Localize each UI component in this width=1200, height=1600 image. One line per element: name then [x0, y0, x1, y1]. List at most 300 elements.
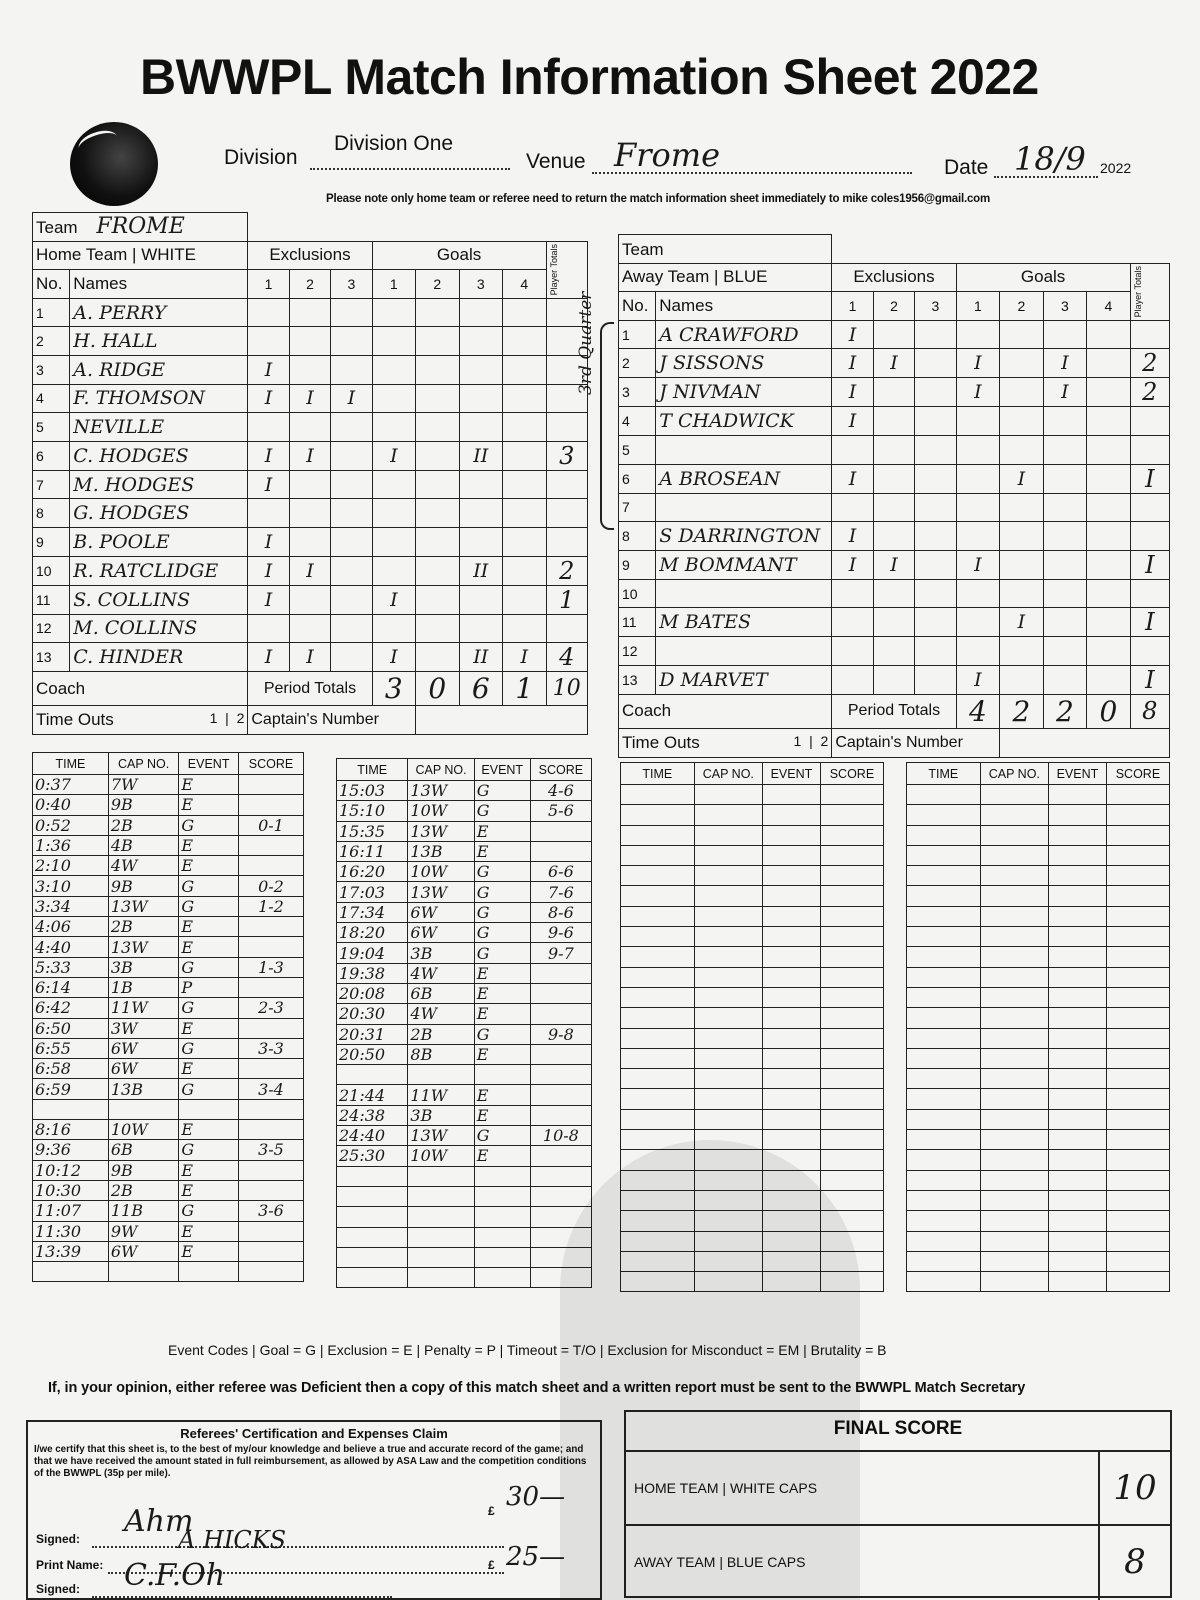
log-time[interactable]: 4:06 — [33, 917, 109, 937]
home-goal-mark[interactable] — [459, 384, 502, 413]
home-exclusion-mark[interactable] — [289, 614, 330, 643]
log-time[interactable] — [337, 1207, 408, 1227]
log-event[interactable]: G — [474, 943, 530, 963]
away-goal-mark[interactable] — [1000, 637, 1044, 666]
log-score[interactable] — [530, 1247, 591, 1267]
log-cap[interactable] — [980, 805, 1048, 825]
away-player-total[interactable] — [1130, 637, 1169, 666]
home-period-total[interactable]: 0 — [416, 672, 459, 706]
log-event[interactable]: G — [474, 862, 530, 882]
home-player-name[interactable]: B. POOLE — [70, 527, 248, 556]
log-cap[interactable]: 13W — [408, 781, 474, 801]
away-exclusion-mark[interactable] — [832, 665, 873, 694]
away-player-name[interactable] — [656, 435, 832, 464]
log-event[interactable] — [1049, 1272, 1107, 1292]
log-event[interactable] — [1049, 1130, 1107, 1150]
away-goal-mark[interactable] — [1000, 378, 1044, 407]
home-goal-mark[interactable]: I — [372, 643, 415, 672]
log-score[interactable]: 8-6 — [530, 902, 591, 922]
log-event[interactable]: G — [474, 923, 530, 943]
away-goal-mark[interactable] — [1043, 665, 1087, 694]
home-goal-mark[interactable] — [416, 470, 459, 499]
away-goal-mark[interactable] — [1000, 349, 1044, 378]
home-exclusion-mark[interactable] — [331, 355, 372, 384]
log-score[interactable] — [820, 785, 883, 805]
home-exclusion-mark[interactable] — [331, 441, 372, 470]
log-event[interactable] — [763, 967, 821, 987]
log-time[interactable]: 17:03 — [337, 882, 408, 902]
away-player-total[interactable] — [1130, 320, 1169, 349]
log-time[interactable] — [337, 1227, 408, 1247]
home-exclusion-mark[interactable] — [289, 585, 330, 614]
away-exclusion-mark[interactable] — [832, 579, 873, 608]
log-time[interactable] — [621, 785, 695, 805]
log-cap[interactable]: 13W — [408, 882, 474, 902]
log-score[interactable] — [820, 866, 883, 886]
home-exclusion-mark[interactable]: I — [248, 470, 289, 499]
home-goal-mark[interactable] — [459, 470, 502, 499]
away-goal-mark[interactable]: I — [1043, 378, 1087, 407]
home-player-name[interactable]: F. THOMSON — [70, 384, 248, 413]
away-player-name[interactable]: J SISSONS — [656, 349, 832, 378]
log-time[interactable]: 6:14 — [33, 977, 109, 997]
home-player-name[interactable]: C. HODGES — [70, 441, 248, 470]
log-cap[interactable] — [694, 805, 762, 825]
away-goal-mark[interactable] — [1087, 378, 1131, 407]
log-event[interactable]: E — [474, 1085, 530, 1105]
home-goal-mark[interactable]: I — [372, 441, 415, 470]
log-time[interactable] — [337, 1268, 408, 1288]
away-goal-mark[interactable] — [1043, 464, 1087, 493]
log-cap[interactable]: 11W — [108, 998, 178, 1018]
log-event[interactable]: G — [179, 1079, 239, 1099]
log-cap[interactable]: 13W — [408, 1126, 474, 1146]
home-player-total[interactable] — [546, 527, 587, 556]
home-captain-number[interactable] — [416, 706, 588, 735]
log-cap[interactable] — [694, 1089, 762, 1109]
log-cap[interactable]: 13B — [108, 1079, 178, 1099]
away-grand-total[interactable]: 8 — [1130, 694, 1169, 728]
home-exclusion-mark[interactable] — [289, 355, 330, 384]
home-goal-mark[interactable] — [503, 327, 546, 356]
log-event[interactable] — [763, 1048, 821, 1068]
home-player-total[interactable] — [546, 413, 587, 442]
log-time[interactable] — [907, 1190, 981, 1210]
home-exclusion-mark[interactable]: I — [248, 355, 289, 384]
log-event[interactable] — [1049, 805, 1107, 825]
log-cap[interactable]: 11B — [108, 1201, 178, 1221]
away-goal-mark[interactable] — [1043, 407, 1087, 436]
log-time[interactable] — [621, 1048, 695, 1068]
home-goal-mark[interactable] — [459, 355, 502, 384]
log-event[interactable] — [1049, 1069, 1107, 1089]
log-cap[interactable]: 2B — [408, 1024, 474, 1044]
log-time[interactable] — [621, 1170, 695, 1190]
log-cap[interactable]: 4B — [108, 835, 178, 855]
log-score[interactable] — [820, 1211, 883, 1231]
log-time[interactable] — [907, 805, 981, 825]
log-score[interactable] — [530, 1268, 591, 1288]
away-goal-mark[interactable] — [1087, 464, 1131, 493]
log-score[interactable]: 1-3 — [238, 957, 303, 977]
log-score[interactable] — [238, 1180, 303, 1200]
log-event[interactable] — [474, 1227, 530, 1247]
log-score[interactable]: 0-2 — [238, 876, 303, 896]
log-cap[interactable] — [694, 987, 762, 1007]
home-exclusion-mark[interactable] — [331, 298, 372, 327]
log-cap[interactable] — [980, 927, 1048, 947]
away-player-total[interactable]: I — [1130, 608, 1169, 637]
log-event[interactable] — [1049, 825, 1107, 845]
home-exclusion-mark[interactable]: I — [289, 556, 330, 585]
away-exclusion-mark[interactable] — [915, 608, 956, 637]
log-score[interactable] — [238, 917, 303, 937]
log-score[interactable] — [530, 841, 591, 861]
log-event[interactable] — [1049, 1211, 1107, 1231]
home-exclusion-mark[interactable] — [331, 470, 372, 499]
away-goal-mark[interactable] — [956, 522, 1000, 551]
log-cap[interactable] — [694, 1069, 762, 1089]
log-score[interactable] — [1106, 1272, 1169, 1292]
away-goal-mark[interactable] — [956, 464, 1000, 493]
log-cap[interactable] — [694, 1008, 762, 1028]
log-time[interactable] — [621, 1190, 695, 1210]
home-exclusion-mark[interactable] — [248, 413, 289, 442]
away-goal-mark[interactable] — [1087, 550, 1131, 579]
log-event[interactable]: E — [179, 856, 239, 876]
home-goal-mark[interactable]: II — [459, 643, 502, 672]
log-time[interactable]: 6:58 — [33, 1059, 109, 1079]
log-score[interactable] — [1106, 1069, 1169, 1089]
log-score[interactable] — [530, 1085, 591, 1105]
log-cap[interactable]: 11W — [408, 1085, 474, 1105]
home-goal-mark[interactable] — [416, 643, 459, 672]
home-player-name[interactable]: M. COLLINS — [70, 614, 248, 643]
log-score[interactable] — [238, 1059, 303, 1079]
log-event[interactable]: G — [474, 781, 530, 801]
home-goal-mark[interactable] — [459, 413, 502, 442]
log-cap[interactable]: 9B — [108, 876, 178, 896]
log-time[interactable]: 5:33 — [33, 957, 109, 977]
log-event[interactable] — [1049, 866, 1107, 886]
log-time[interactable]: 6:55 — [33, 1038, 109, 1058]
log-cap[interactable] — [694, 1272, 762, 1292]
away-goal-mark[interactable] — [1087, 637, 1131, 666]
home-goal-mark[interactable] — [372, 298, 415, 327]
log-cap[interactable] — [980, 845, 1048, 865]
away-exclusion-mark[interactable] — [873, 378, 914, 407]
log-score[interactable] — [820, 1130, 883, 1150]
away-player-total[interactable]: I — [1130, 464, 1169, 493]
log-time[interactable]: 3:34 — [33, 896, 109, 916]
log-time[interactable] — [907, 1069, 981, 1089]
log-score[interactable]: 9-7 — [530, 943, 591, 963]
log-event[interactable]: E — [179, 835, 239, 855]
away-exclusion-mark[interactable] — [873, 637, 914, 666]
home-exclusion-mark[interactable] — [248, 327, 289, 356]
home-exclusion-mark[interactable] — [289, 527, 330, 556]
log-event[interactable] — [1049, 1231, 1107, 1251]
log-cap[interactable]: 6B — [408, 983, 474, 1003]
log-event[interactable]: E — [179, 1120, 239, 1140]
log-score[interactable]: 3-5 — [238, 1140, 303, 1160]
log-score[interactable] — [530, 1065, 591, 1085]
log-score[interactable] — [238, 1099, 303, 1119]
log-cap[interactable]: 13W — [408, 821, 474, 841]
log-event[interactable]: E — [179, 795, 239, 815]
log-score[interactable] — [820, 1150, 883, 1170]
log-time[interactable] — [337, 1166, 408, 1186]
log-event[interactable] — [763, 1130, 821, 1150]
home-player-name[interactable]: M. HODGES — [70, 470, 248, 499]
away-exclusion-mark[interactable] — [915, 407, 956, 436]
home-exclusion-mark[interactable]: I — [248, 527, 289, 556]
home-goal-mark[interactable] — [416, 413, 459, 442]
log-event[interactable]: E — [179, 1059, 239, 1079]
log-cap[interactable] — [408, 1227, 474, 1247]
log-time[interactable] — [907, 1231, 981, 1251]
log-event[interactable] — [1049, 1089, 1107, 1109]
log-score[interactable] — [1106, 927, 1169, 947]
home-player-name[interactable]: H. HALL — [70, 327, 248, 356]
away-goal-mark[interactable] — [1087, 349, 1131, 378]
log-event[interactable] — [763, 1272, 821, 1292]
log-time[interactable]: 11:30 — [33, 1221, 109, 1241]
home-goal-mark[interactable] — [372, 470, 415, 499]
home-player-name[interactable]: A. PERRY — [70, 298, 248, 327]
log-time[interactable] — [907, 906, 981, 926]
log-time[interactable] — [621, 1251, 695, 1271]
away-goal-mark[interactable] — [1000, 320, 1044, 349]
away-goal-mark[interactable] — [1087, 522, 1131, 551]
log-score[interactable] — [1106, 906, 1169, 926]
home-exclusion-mark[interactable]: I — [248, 384, 289, 413]
log-time[interactable] — [621, 1211, 695, 1231]
log-score[interactable]: 4-6 — [530, 781, 591, 801]
away-exclusion-mark[interactable] — [915, 493, 956, 522]
log-score[interactable] — [530, 1004, 591, 1024]
log-score[interactable] — [820, 1048, 883, 1068]
away-player-total[interactable]: I — [1130, 550, 1169, 579]
home-goal-mark[interactable] — [372, 614, 415, 643]
log-cap[interactable] — [980, 1251, 1048, 1271]
away-player-total[interactable] — [1130, 407, 1169, 436]
log-score[interactable]: 3-4 — [238, 1079, 303, 1099]
log-time[interactable]: 17:34 — [337, 902, 408, 922]
home-exclusion-mark[interactable]: I — [289, 441, 330, 470]
log-time[interactable]: 15:03 — [337, 781, 408, 801]
away-goal-mark[interactable] — [956, 608, 1000, 637]
log-event[interactable]: E — [179, 1180, 239, 1200]
away-goal-mark[interactable] — [1000, 407, 1044, 436]
date-value[interactable]: 18/9 — [1014, 140, 1086, 178]
log-score[interactable] — [1106, 825, 1169, 845]
away-goal-mark[interactable] — [1000, 579, 1044, 608]
log-time[interactable] — [621, 805, 695, 825]
home-exclusion-mark[interactable] — [331, 614, 372, 643]
away-exclusion-mark[interactable] — [873, 608, 914, 637]
away-goal-mark[interactable] — [1043, 608, 1087, 637]
log-cap[interactable] — [694, 1150, 762, 1170]
log-cap[interactable] — [980, 1069, 1048, 1089]
home-goal-mark[interactable] — [459, 527, 502, 556]
away-goal-mark[interactable] — [1087, 407, 1131, 436]
home-goal-mark[interactable] — [459, 585, 502, 614]
home-goal-mark[interactable] — [416, 384, 459, 413]
home-goal-mark[interactable] — [459, 614, 502, 643]
log-time[interactable]: 15:10 — [337, 801, 408, 821]
log-cap[interactable] — [694, 866, 762, 886]
expense-amount-2[interactable]: 25— — [506, 1542, 566, 1572]
away-exclusion-mark[interactable]: I — [832, 464, 873, 493]
log-score[interactable] — [238, 856, 303, 876]
log-score[interactable] — [820, 1190, 883, 1210]
away-goal-mark[interactable] — [1000, 493, 1044, 522]
log-time[interactable] — [907, 927, 981, 947]
log-cap[interactable] — [980, 1048, 1048, 1068]
away-goal-mark[interactable] — [1087, 320, 1131, 349]
log-event[interactable] — [763, 1190, 821, 1210]
home-period-total[interactable]: 6 — [459, 672, 502, 706]
away-exclusion-mark[interactable] — [915, 378, 956, 407]
log-score[interactable] — [1106, 947, 1169, 967]
log-event[interactable] — [1049, 1109, 1107, 1129]
log-score[interactable] — [820, 1170, 883, 1190]
log-cap[interactable] — [694, 1028, 762, 1048]
log-event[interactable] — [763, 1008, 821, 1028]
away-exclusion-mark[interactable] — [915, 464, 956, 493]
log-event[interactable] — [179, 1099, 239, 1119]
log-event[interactable]: E — [474, 1044, 530, 1064]
home-goal-mark[interactable] — [459, 298, 502, 327]
log-cap[interactable] — [980, 1089, 1048, 1109]
log-score[interactable]: 5-6 — [530, 801, 591, 821]
log-cap[interactable] — [694, 1231, 762, 1251]
home-goal-mark[interactable] — [503, 556, 546, 585]
log-score[interactable]: 3-3 — [238, 1038, 303, 1058]
log-event[interactable]: G — [474, 902, 530, 922]
log-time[interactable]: 15:35 — [337, 821, 408, 841]
log-time[interactable] — [907, 825, 981, 845]
log-score[interactable] — [1106, 1028, 1169, 1048]
log-cap[interactable] — [980, 1130, 1048, 1150]
away-exclusion-mark[interactable] — [873, 665, 914, 694]
away-player-total[interactable] — [1130, 579, 1169, 608]
away-period-total[interactable]: 2 — [1000, 694, 1044, 728]
log-event[interactable] — [1049, 947, 1107, 967]
log-cap[interactable]: 9B — [108, 795, 178, 815]
home-goal-mark[interactable] — [459, 327, 502, 356]
log-event[interactable] — [1049, 987, 1107, 1007]
log-event[interactable] — [1049, 1048, 1107, 1068]
home-goal-mark[interactable] — [372, 384, 415, 413]
home-goal-mark[interactable]: II — [459, 441, 502, 470]
log-cap[interactable] — [408, 1207, 474, 1227]
log-event[interactable]: E — [179, 775, 239, 795]
home-goal-mark[interactable] — [416, 499, 459, 528]
log-event[interactable] — [763, 845, 821, 865]
log-event[interactable] — [474, 1207, 530, 1227]
log-time[interactable] — [907, 1150, 981, 1170]
log-score[interactable] — [1106, 1231, 1169, 1251]
home-exclusion-mark[interactable]: I — [289, 643, 330, 672]
log-event[interactable]: E — [474, 963, 530, 983]
away-goal-mark[interactable] — [1087, 493, 1131, 522]
away-goal-mark[interactable] — [1000, 522, 1044, 551]
log-event[interactable]: G — [474, 882, 530, 902]
home-player-total[interactable] — [546, 614, 587, 643]
home-goal-mark[interactable] — [503, 585, 546, 614]
home-player-total[interactable]: 3 — [546, 441, 587, 470]
log-cap[interactable]: 6W — [108, 1241, 178, 1261]
log-score[interactable] — [820, 1089, 883, 1109]
log-event[interactable]: G — [179, 957, 239, 977]
away-goal-mark[interactable] — [1087, 665, 1131, 694]
away-exclusion-mark[interactable] — [832, 435, 873, 464]
log-score[interactable] — [238, 1241, 303, 1261]
away-player-name[interactable] — [656, 493, 832, 522]
log-cap[interactable] — [694, 1109, 762, 1129]
log-time[interactable] — [621, 987, 695, 1007]
log-cap[interactable] — [694, 785, 762, 805]
log-event[interactable] — [763, 1211, 821, 1231]
log-score[interactable] — [530, 1186, 591, 1206]
log-cap[interactable]: 10W — [408, 801, 474, 821]
away-player-name[interactable]: A BROSEAN — [656, 464, 832, 493]
home-exclusion-mark[interactable] — [331, 327, 372, 356]
away-player-name[interactable]: D MARVET — [656, 665, 832, 694]
log-cap[interactable] — [980, 987, 1048, 1007]
log-time[interactable] — [621, 927, 695, 947]
log-event[interactable]: G — [474, 1024, 530, 1044]
log-cap[interactable]: 4W — [408, 963, 474, 983]
away-goal-mark[interactable] — [1043, 579, 1087, 608]
log-time[interactable] — [907, 866, 981, 886]
log-score[interactable] — [530, 983, 591, 1003]
final-home-score[interactable]: 10 — [1098, 1452, 1170, 1524]
log-cap[interactable] — [694, 845, 762, 865]
home-time-outs[interactable]: Time Outs 1 | 2 — [33, 706, 248, 735]
log-time[interactable] — [621, 1272, 695, 1292]
log-time[interactable] — [907, 1251, 981, 1271]
home-player-total[interactable] — [546, 499, 587, 528]
log-score[interactable]: 10-8 — [530, 1126, 591, 1146]
log-event[interactable]: E — [474, 1146, 530, 1166]
log-event[interactable]: E — [474, 1105, 530, 1125]
log-score[interactable] — [530, 1207, 591, 1227]
log-score[interactable] — [1106, 1130, 1169, 1150]
away-exclusion-mark[interactable] — [832, 608, 873, 637]
log-time[interactable] — [907, 845, 981, 865]
log-cap[interactable]: 10W — [108, 1120, 178, 1140]
home-goal-mark[interactable] — [416, 614, 459, 643]
log-event[interactable] — [1049, 927, 1107, 947]
home-goal-mark[interactable] — [372, 527, 415, 556]
log-score[interactable] — [820, 825, 883, 845]
home-goal-mark[interactable] — [503, 499, 546, 528]
log-event[interactable] — [763, 805, 821, 825]
log-score[interactable]: 7-6 — [530, 882, 591, 902]
log-time[interactable]: 24:38 — [337, 1105, 408, 1125]
away-player-total[interactable]: I — [1130, 665, 1169, 694]
home-goal-mark[interactable] — [416, 527, 459, 556]
log-score[interactable] — [1106, 1109, 1169, 1129]
log-time[interactable]: 20:50 — [337, 1044, 408, 1064]
log-time[interactable]: 8:16 — [33, 1120, 109, 1140]
log-cap[interactable]: 6W — [408, 923, 474, 943]
log-score[interactable]: 0-1 — [238, 815, 303, 835]
log-time[interactable] — [621, 1089, 695, 1109]
